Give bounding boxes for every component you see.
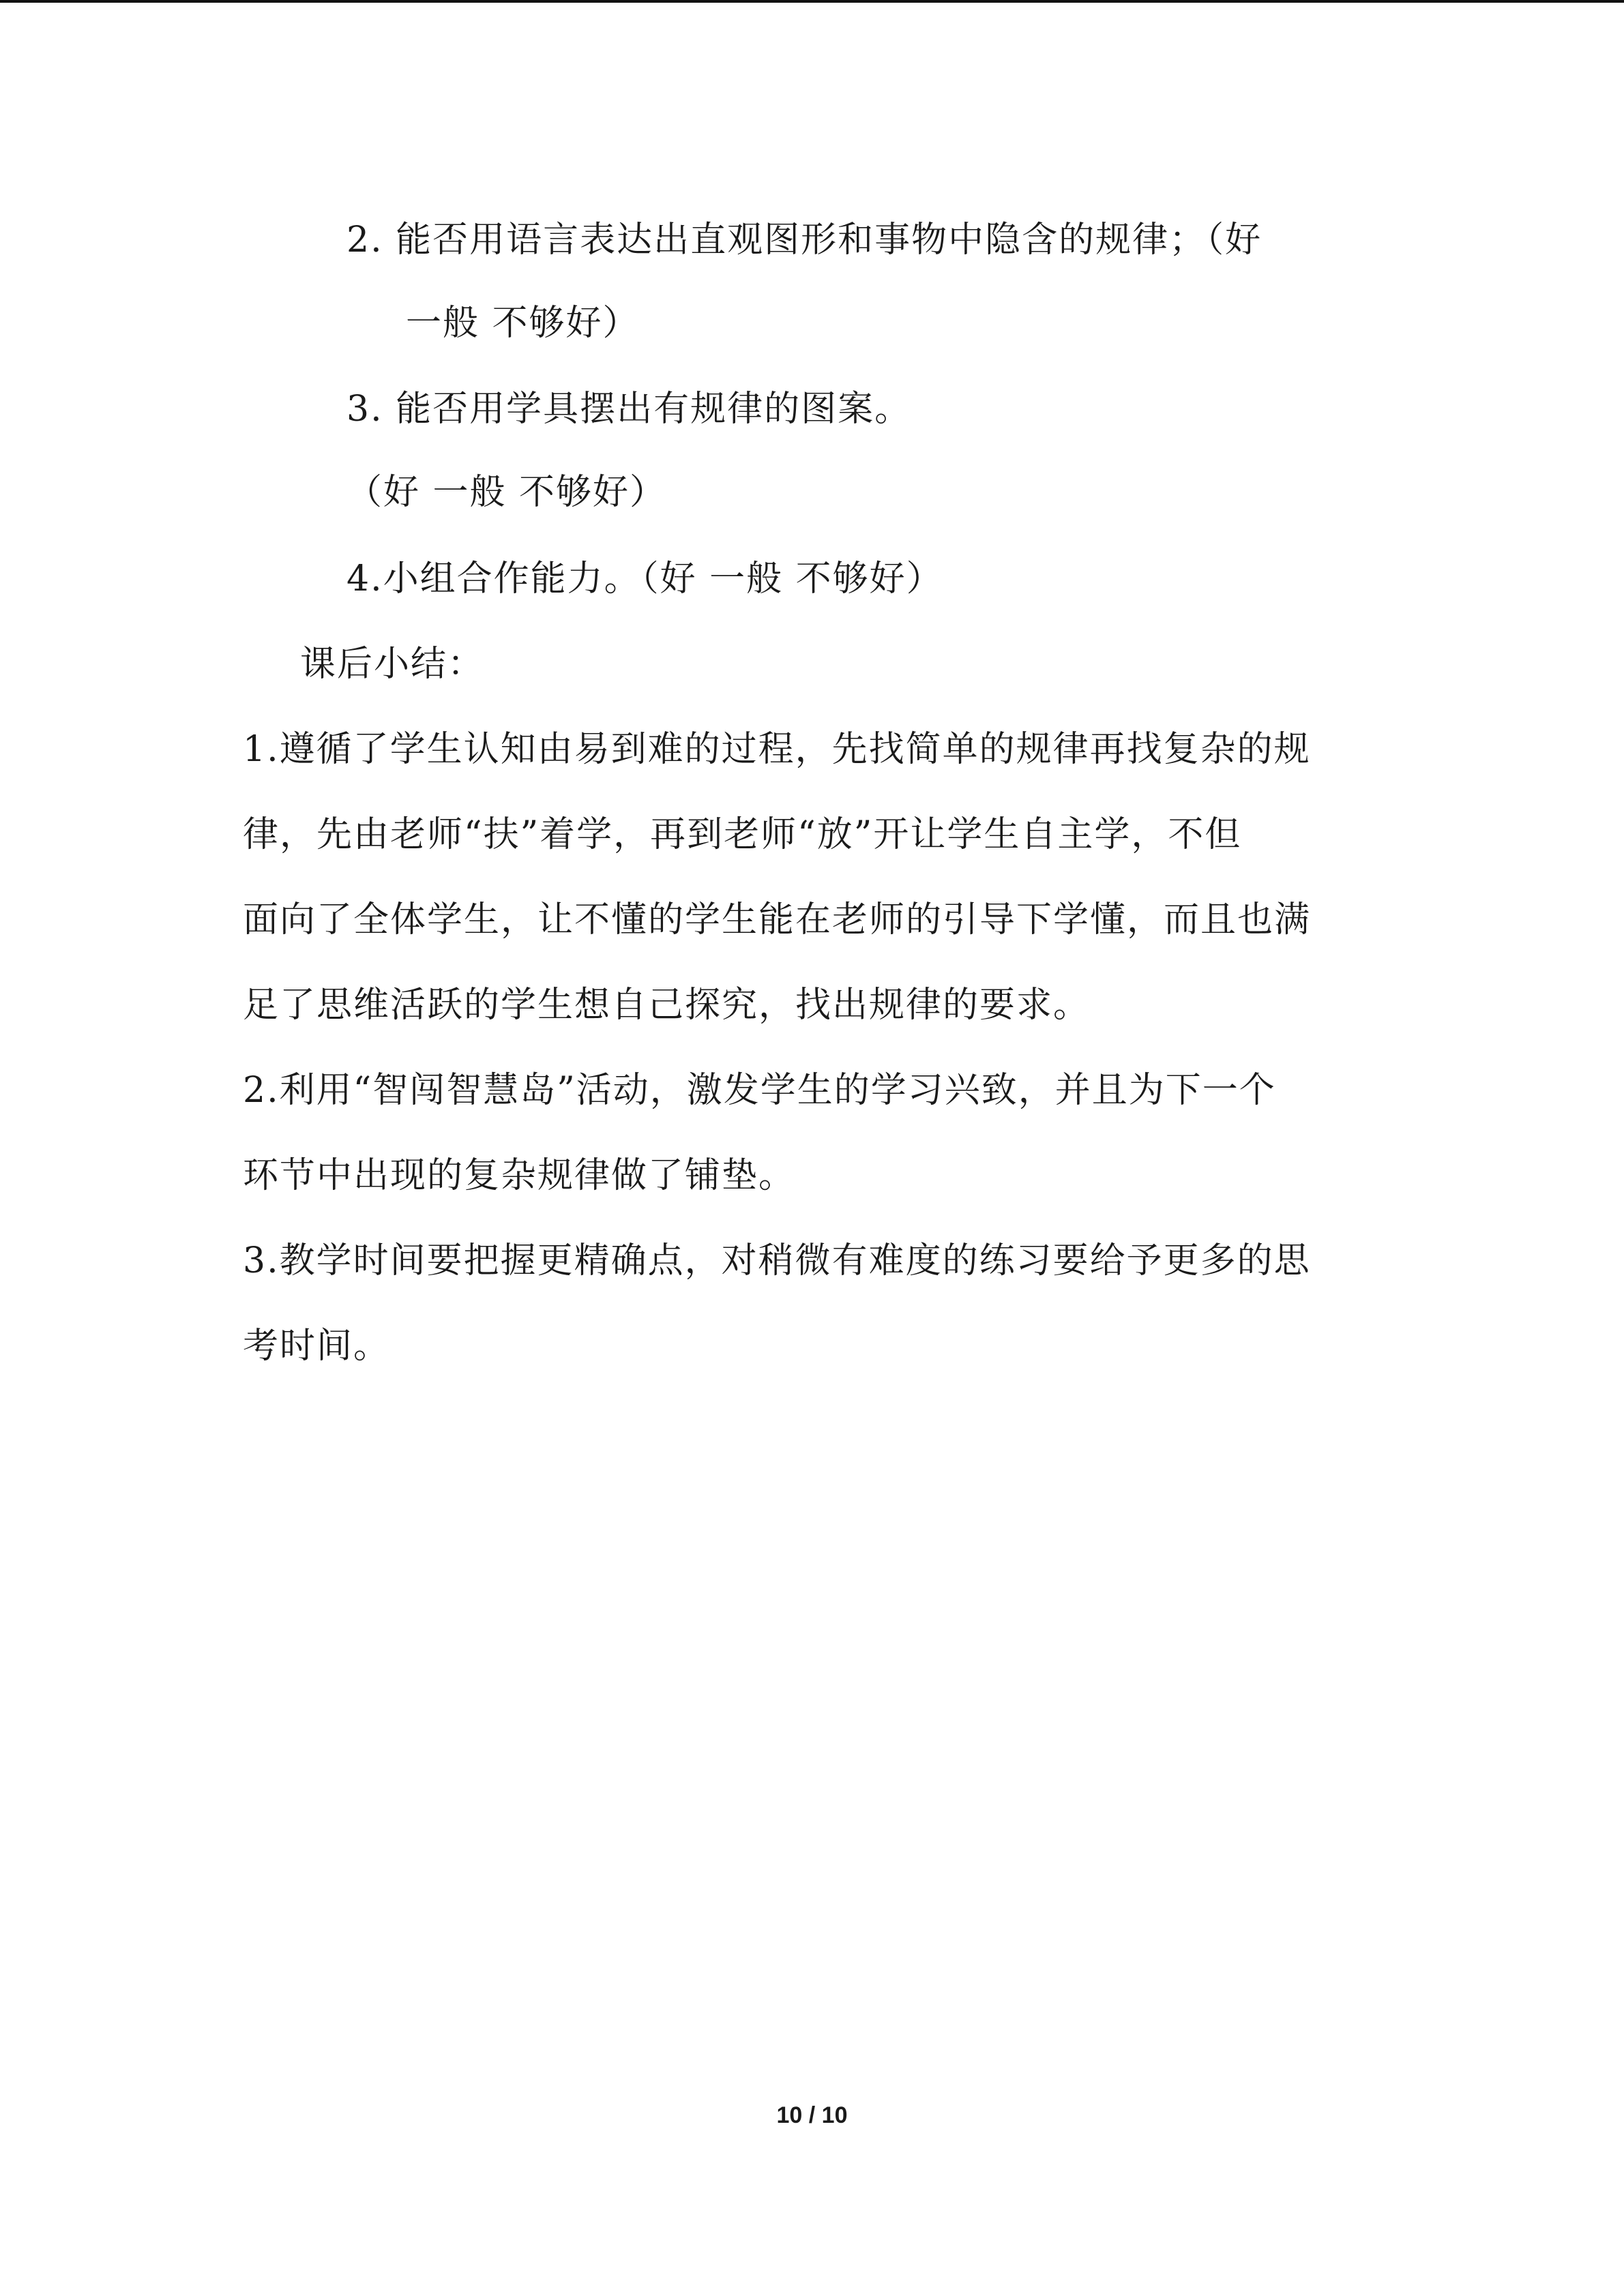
page-number: 10 / 10 xyxy=(776,2102,848,2128)
summary-line: 2.利用“智闯智慧岛”活动，激发学生的学习兴致，并且为下一个 xyxy=(243,1070,1276,1111)
summary-heading: 课后小结： xyxy=(300,644,485,685)
summary-line: 1.遵循了学生认知由易到难的过程，先找简单的规律再找复杂的规 xyxy=(243,729,1311,770)
summary-line: 足了思维活跃的学生想自己探究，找出规律的要求。 xyxy=(243,985,1091,1026)
evaluation-item-3-line-1: 3. 能否用学具摆出有规律的图案。 xyxy=(346,389,912,430)
summary-line: 3.教学时间要把握更精确点，对稍微有难度的练习要给予更多的思 xyxy=(243,1240,1311,1281)
summary-line: 环节中出现的复杂规律做了铺垫。 xyxy=(243,1155,796,1196)
evaluation-item-2-line-1: 2. 能否用语言表达出直观图形和事物中隐含的规律；（好 xyxy=(346,220,1263,260)
top-border-line xyxy=(0,0,1624,3)
summary-line: 面向了全体学生，让不懂的学生能在老师的引导下学懂，而且也满 xyxy=(243,899,1312,940)
summary-line: 律，先由老师“扶”着学，再到老师“放”开让学生自主学，不但 xyxy=(243,814,1242,855)
summary-line: 考时间。 xyxy=(243,1326,391,1367)
evaluation-item-2-line-2: 一般 不够好） xyxy=(406,303,640,344)
evaluation-item-3-line-2: （好 一般 不够好） xyxy=(346,472,667,513)
evaluation-item-4: 4.小组合作能力。（好 一般 不够好） xyxy=(346,558,943,599)
